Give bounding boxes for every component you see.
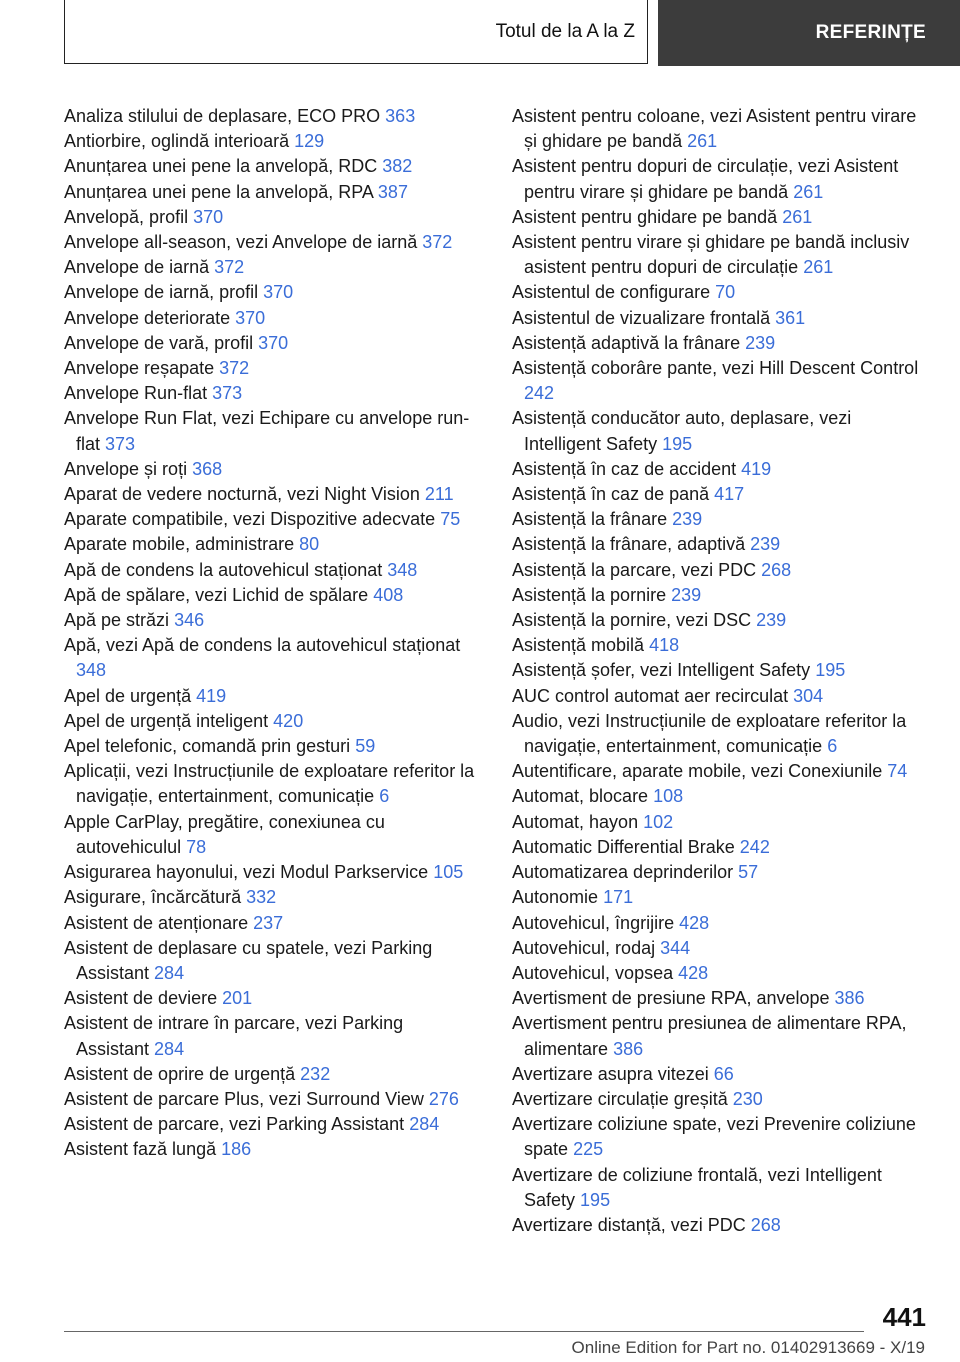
page-reference-link[interactable]: 239 bbox=[671, 584, 702, 605]
index-entry bbox=[512, 406, 930, 456]
index-entry bbox=[512, 154, 930, 204]
index-entry bbox=[64, 1087, 476, 1112]
index-entry-text: Anvelope de iarnă bbox=[64, 257, 210, 278]
page-reference-link[interactable]: 261 bbox=[793, 181, 824, 202]
index-entry-text: Avertizare coliziune spate, vezi Prevenire coliziune spate bbox=[512, 1114, 916, 1160]
index-entry bbox=[512, 230, 930, 280]
page-reference-link[interactable]: 276 bbox=[428, 1088, 459, 1109]
index-entry-text: Anvelope reșapate bbox=[64, 358, 215, 379]
index-entry-text: Avertizare asupra vitezei bbox=[512, 1063, 709, 1084]
index-entry bbox=[64, 810, 476, 860]
index-entry bbox=[64, 104, 476, 129]
edition-footer: Online Edition for Part no. 01402913669 - X/19 bbox=[571, 1338, 925, 1357]
index-entry bbox=[512, 280, 930, 305]
index-entry-text: Asistență la pornire bbox=[512, 584, 667, 605]
section-tab-label: Totul de la A la Z bbox=[495, 20, 635, 42]
index-entry-text: Apel de urgență bbox=[64, 685, 192, 706]
page-reference-link[interactable]: 386 bbox=[613, 1038, 644, 1059]
index-entry bbox=[64, 709, 476, 734]
index-entry-text: Asistent de deplasare cu spatele, vezi Parking Assistant bbox=[64, 937, 433, 983]
index-entry bbox=[512, 885, 930, 910]
index-entry-text: Apel telefonic, comandă prin gesturi bbox=[64, 736, 351, 757]
page-reference-link[interactable]: 195 bbox=[580, 1189, 611, 1210]
page-reference-link[interactable]: 284 bbox=[409, 1114, 440, 1135]
section-tab bbox=[64, 0, 648, 64]
index-entry bbox=[64, 129, 476, 154]
index-entry bbox=[512, 558, 930, 583]
page-reference-link[interactable]: 225 bbox=[573, 1139, 604, 1160]
index-entry bbox=[512, 961, 930, 986]
index-column-right bbox=[512, 104, 930, 1238]
page-reference-link[interactable]: 186 bbox=[221, 1139, 252, 1160]
index-entry-text: Asistență adaptivă la frânare bbox=[512, 332, 741, 353]
page-reference-link[interactable]: 232 bbox=[300, 1063, 331, 1084]
index-entry-text: Analiza stilului de deplasare, ECO PRO bbox=[64, 106, 381, 126]
index-entry bbox=[64, 684, 476, 709]
index-entry bbox=[64, 255, 476, 280]
index-entry bbox=[64, 331, 476, 356]
index-entry bbox=[64, 406, 476, 456]
chapter-tab bbox=[658, 0, 960, 66]
page-reference-link[interactable]: 417 bbox=[714, 484, 745, 505]
page-reference-link[interactable]: 372 bbox=[219, 358, 250, 379]
page-reference-link[interactable]: 419 bbox=[741, 458, 772, 479]
index-entry bbox=[64, 507, 476, 532]
page-reference-link[interactable]: 171 bbox=[603, 887, 634, 908]
index-entry bbox=[64, 936, 476, 986]
index-entry-text: Asistență la frânare bbox=[512, 509, 668, 530]
page-reference-link[interactable]: 370 bbox=[235, 307, 266, 328]
page-number: 441 bbox=[882, 1302, 926, 1332]
page-reference-link[interactable]: 230 bbox=[732, 1088, 763, 1109]
index-entry-text: Autovehicul, rodaj bbox=[512, 937, 656, 958]
index-entry-text: Asistentul de configurare bbox=[512, 282, 711, 303]
index-entry bbox=[64, 885, 476, 910]
page-reference-link[interactable]: 195 bbox=[815, 660, 846, 681]
page-reference-link[interactable]: 237 bbox=[253, 912, 284, 933]
index-entry bbox=[64, 154, 476, 179]
index-entry bbox=[512, 1163, 930, 1213]
index-entry bbox=[64, 1112, 476, 1137]
index-entry-text: Audio, vezi Instrucțiunile de exploatare referitor la navigație, entertainment, comunicație bbox=[512, 710, 907, 757]
page-reference-link[interactable]: 382 bbox=[382, 156, 413, 177]
index-entry bbox=[512, 911, 930, 936]
index-entry bbox=[512, 784, 930, 809]
index-entry-text: Asistent pentru ghidare pe bandă bbox=[512, 206, 778, 227]
index-entry-text: Anvelope deteriorate bbox=[64, 307, 231, 328]
index-entry-text: Apple CarPlay, pregătire, conexiunea cu autovehiculul bbox=[64, 811, 385, 857]
index-entry bbox=[64, 306, 476, 331]
page-reference-link[interactable]: 344 bbox=[660, 937, 691, 958]
index-entry bbox=[64, 633, 476, 683]
index-entry-text: Asistent pentru dopuri de circulație, vezi Asistent pentru virare și ghidare pe bandă bbox=[512, 156, 899, 202]
index-entry-text: Automatic Differential Brake bbox=[512, 836, 735, 857]
index-entry-text: Anvelopă, profil bbox=[64, 206, 189, 227]
page-reference-link[interactable]: 373 bbox=[212, 383, 243, 404]
index-entry bbox=[512, 532, 930, 557]
index-entry-text: Automat, hayon bbox=[512, 811, 639, 832]
index-entry bbox=[64, 457, 476, 482]
page-reference-link[interactable]: 332 bbox=[246, 887, 277, 908]
index-entry bbox=[512, 104, 930, 154]
index-entry bbox=[512, 1087, 930, 1112]
index-entry-text: Antiorbire, oglindă interioară bbox=[64, 131, 290, 152]
page-reference-link[interactable]: 428 bbox=[678, 962, 709, 983]
index-entry bbox=[512, 835, 930, 860]
index-entry-text: Asistent de oprire de urgență bbox=[64, 1063, 296, 1084]
index-entry-text: Asistență coborâre pante, vezi Hill Descent Control bbox=[512, 358, 919, 379]
index-entry-text: Anvelope și roți bbox=[64, 458, 188, 479]
page-reference-link[interactable]: 105 bbox=[433, 862, 464, 883]
index-entry bbox=[512, 583, 930, 608]
index-entry-text: AUC control automat aer recirculat bbox=[512, 685, 789, 706]
index-entry bbox=[512, 986, 930, 1011]
page-reference-link[interactable]: 201 bbox=[222, 988, 253, 1009]
page-reference-link[interactable]: 59 bbox=[355, 736, 376, 757]
page-reference-link[interactable]: 363 bbox=[385, 106, 416, 126]
page-reference-link[interactable]: 386 bbox=[834, 988, 865, 1009]
index-entry-text: Autovehicul, vopsea bbox=[512, 962, 674, 983]
index-entry bbox=[64, 911, 476, 936]
index-entry bbox=[512, 1011, 930, 1061]
index-entry bbox=[512, 658, 930, 683]
index-entry-text: Apă pe străzi bbox=[64, 610, 170, 631]
index-entry-text: Asistent pentru coloane, vezi Asistent pentru virare și ghidare pe bandă bbox=[512, 106, 917, 152]
index-entry-text: Aparate compatibile, vezi Dispozitive adecvate bbox=[64, 509, 436, 530]
index-entry-text: Avertizare de coliziune frontală, vezi Intelligent Safety bbox=[512, 1164, 882, 1210]
page-reference-link[interactable]: 420 bbox=[273, 710, 304, 731]
index-entry-text: Asistență șofer, vezi Intelligent Safety bbox=[512, 660, 811, 681]
page-reference-link[interactable]: 368 bbox=[192, 458, 223, 479]
index-entry-text: Asistent pentru virare și ghidare pe bandă inclusiv asistent pentru dopuri de circulație bbox=[512, 232, 910, 278]
index-entry bbox=[512, 810, 930, 835]
page-reference-link[interactable]: 75 bbox=[440, 509, 461, 530]
index-entry-text: Anvelope Run-flat bbox=[64, 383, 208, 404]
page-reference-link[interactable]: 284 bbox=[154, 1038, 185, 1059]
index-entry bbox=[512, 684, 930, 709]
index-entry bbox=[64, 280, 476, 305]
index-entry bbox=[512, 205, 930, 230]
page-reference-link[interactable]: 419 bbox=[196, 685, 227, 706]
page-reference-link[interactable]: 239 bbox=[750, 534, 781, 555]
index-entry-text: Aplicații, vezi Instrucțiunile de exploatare referitor la navigație, entertainment, comunicație bbox=[64, 761, 475, 807]
index-entry bbox=[512, 306, 930, 331]
page-reference-link[interactable]: 428 bbox=[679, 912, 710, 933]
index-entry bbox=[64, 1062, 476, 1087]
index-entry-text: Autovehicul, îngrijire bbox=[512, 912, 675, 933]
index-entry bbox=[64, 558, 476, 583]
page-header bbox=[0, 0, 960, 66]
page-reference-link[interactable]: 261 bbox=[782, 206, 813, 227]
index-entry-text: Apel de urgență inteligent bbox=[64, 710, 269, 731]
index-entry-text: Apă, vezi Apă de condens la autovehicul staționat bbox=[64, 635, 461, 656]
index-entry bbox=[512, 1213, 930, 1238]
index-entry-text: Asistență în caz de accident bbox=[512, 458, 737, 479]
index-entry-text: Anvelope de iarnă, profil bbox=[64, 282, 259, 303]
index-entry bbox=[64, 356, 476, 381]
page-reference-link[interactable]: 57 bbox=[738, 862, 759, 883]
index-entry-text: Asistentul de vizualizare frontală bbox=[512, 307, 771, 328]
index-entry-text: Anvelope Run Flat, vezi Echipare cu anvelope run-flat bbox=[64, 408, 470, 454]
index-entry-text: Asistent de intrare în parcare, vezi Parking Assistant bbox=[64, 1013, 404, 1059]
index-entry-text: Asistență la parcare, vezi PDC bbox=[512, 559, 757, 580]
page-reference-link[interactable]: 261 bbox=[803, 257, 834, 278]
index-entry bbox=[64, 608, 476, 633]
index-entry-text: Asigurare, încărcătură bbox=[64, 887, 242, 908]
page-reference-link[interactable]: 70 bbox=[715, 282, 736, 303]
index-entry bbox=[64, 860, 476, 885]
index-entry bbox=[512, 759, 930, 784]
index-entry-text: Asigurarea hayonului, vezi Modul Parkservice bbox=[64, 862, 429, 883]
index-entry-text: Asistență conducător auto, deplasare, vezi Intelligent Safety bbox=[512, 408, 852, 454]
page-reference-link[interactable]: 268 bbox=[761, 559, 792, 580]
index-entry bbox=[512, 936, 930, 961]
index-entry-text: Anunțarea unei pene la anvelopă, RPA bbox=[64, 181, 373, 202]
index-entry bbox=[512, 1112, 930, 1162]
page-reference-link[interactable]: 211 bbox=[424, 484, 454, 505]
index-entry-text: Anunțarea unei pene la anvelopă, RDC bbox=[64, 156, 378, 177]
index-entry bbox=[512, 608, 930, 633]
index-entry-text: Asistență la frânare, adaptivă bbox=[512, 534, 746, 555]
index-entry bbox=[64, 734, 476, 759]
index-entry bbox=[64, 1011, 476, 1061]
page-reference-link[interactable]: 304 bbox=[793, 685, 824, 706]
index-entry bbox=[64, 986, 476, 1011]
index-entry-text: Asistent de deviere bbox=[64, 988, 218, 1009]
page-reference-link[interactable]: 284 bbox=[154, 962, 185, 983]
index-entry-text: Automatizarea deprinderilor bbox=[512, 862, 734, 883]
index-entry bbox=[512, 482, 930, 507]
index-entry-text: Asistent de parcare, vezi Parking Assistant bbox=[64, 1114, 405, 1135]
page-reference-link[interactable]: 239 bbox=[672, 509, 703, 530]
index-entry bbox=[512, 709, 930, 759]
page-reference-link[interactable]: 242 bbox=[524, 383, 555, 404]
page-reference-link[interactable]: 129 bbox=[294, 131, 325, 152]
page-reference-link[interactable]: 361 bbox=[775, 307, 806, 328]
page-reference-link[interactable]: 239 bbox=[756, 610, 787, 631]
page-reference-link[interactable]: 102 bbox=[643, 811, 674, 832]
page-reference-link[interactable]: 66 bbox=[713, 1063, 734, 1084]
page-reference-link[interactable]: 370 bbox=[193, 206, 224, 227]
page-reference-link[interactable]: 242 bbox=[739, 836, 770, 857]
page-reference-link[interactable]: 372 bbox=[422, 232, 453, 253]
page-reference-link[interactable]: 348 bbox=[387, 559, 418, 580]
index-entry-text: Autentificare, aparate mobile, vezi Conexiunile bbox=[512, 761, 883, 782]
page-reference-link[interactable]: 108 bbox=[653, 786, 684, 807]
page-reference-link[interactable]: 346 bbox=[174, 610, 205, 631]
index-entry-text: Anvelope all-season, vezi Anvelope de iarnă bbox=[64, 232, 418, 253]
index-entry bbox=[64, 583, 476, 608]
index-entry-text: Avertisment de presiune RPA, anvelope bbox=[512, 988, 830, 1009]
index-entry bbox=[512, 633, 930, 658]
index-entry-text: Avertisment pentru presiunea de alimentare RPA, alimentare bbox=[512, 1013, 907, 1059]
index-column-left bbox=[64, 104, 476, 1163]
page-reference-link[interactable]: 387 bbox=[377, 181, 408, 202]
footer-divider bbox=[64, 1331, 864, 1332]
chapter-tab-label: REFERINȚE bbox=[815, 22, 926, 43]
index-entry bbox=[64, 230, 476, 255]
index-entry-text: Asistență la pornire, vezi DSC bbox=[512, 610, 752, 631]
index-entry-text: Anvelope de vară, profil bbox=[64, 332, 254, 353]
index-entry bbox=[64, 532, 476, 557]
index-entry bbox=[64, 180, 476, 205]
index-entry bbox=[512, 356, 930, 406]
index-entry-text: Asistent de atenționare bbox=[64, 912, 249, 933]
index-entry-text: Aparat de vedere nocturnă, vezi Night Vision bbox=[64, 484, 420, 505]
index-entry bbox=[512, 507, 930, 532]
index-entry bbox=[64, 482, 476, 507]
page-reference-link[interactable]: 370 bbox=[263, 282, 294, 303]
index-entry-text: Apă de spălare, vezi Lichid de spălare bbox=[64, 584, 369, 605]
page-reference-link[interactable]: 74 bbox=[887, 761, 908, 782]
page-reference-link[interactable]: 373 bbox=[105, 433, 136, 454]
index-entry bbox=[64, 205, 476, 230]
index-entry-text: Automat, blocare bbox=[512, 786, 649, 807]
index-entry-text: Aparate mobile, administrare bbox=[64, 534, 295, 555]
index-entry bbox=[64, 1137, 476, 1162]
page-reference-link[interactable]: 80 bbox=[299, 534, 320, 555]
page-reference-link[interactable]: 348 bbox=[76, 660, 107, 681]
index-entry-text: Avertizare circulație greșită bbox=[512, 1088, 728, 1109]
index-entry-text: Avertizare distanță, vezi PDC bbox=[512, 1214, 746, 1235]
page-reference-link[interactable]: 239 bbox=[745, 332, 776, 353]
index-entry-text: Apă de condens la autovehicul staționat bbox=[64, 559, 383, 580]
page-reference-link[interactable]: 372 bbox=[214, 257, 245, 278]
page-reference-link[interactable]: 370 bbox=[258, 332, 289, 353]
index-entry bbox=[512, 1062, 930, 1087]
index-entry-text: Asistență mobilă bbox=[512, 635, 645, 656]
page-reference-link[interactable]: 261 bbox=[687, 131, 718, 152]
index-entry-text: Asistent fază lungă bbox=[64, 1139, 217, 1160]
index-entry-text: Autonomie bbox=[512, 887, 599, 908]
index-entry bbox=[512, 457, 930, 482]
page-reference-link[interactable]: 418 bbox=[649, 635, 680, 656]
index-entry-text: Asistent de parcare Plus, vezi Surround View bbox=[64, 1088, 424, 1109]
index-entry-text: Asistență în caz de pană bbox=[512, 484, 710, 505]
page-reference-link[interactable]: 195 bbox=[662, 433, 693, 454]
index-entry bbox=[64, 381, 476, 406]
page-reference-link[interactable]: 6 bbox=[379, 786, 390, 807]
index-entry bbox=[512, 860, 930, 885]
index-entry bbox=[64, 759, 476, 809]
page-reference-link[interactable]: 408 bbox=[373, 584, 404, 605]
page-reference-link[interactable]: 268 bbox=[750, 1214, 781, 1235]
page-reference-link[interactable]: 78 bbox=[186, 836, 207, 857]
index-entry bbox=[512, 331, 930, 356]
page-reference-link[interactable]: 6 bbox=[827, 736, 838, 757]
